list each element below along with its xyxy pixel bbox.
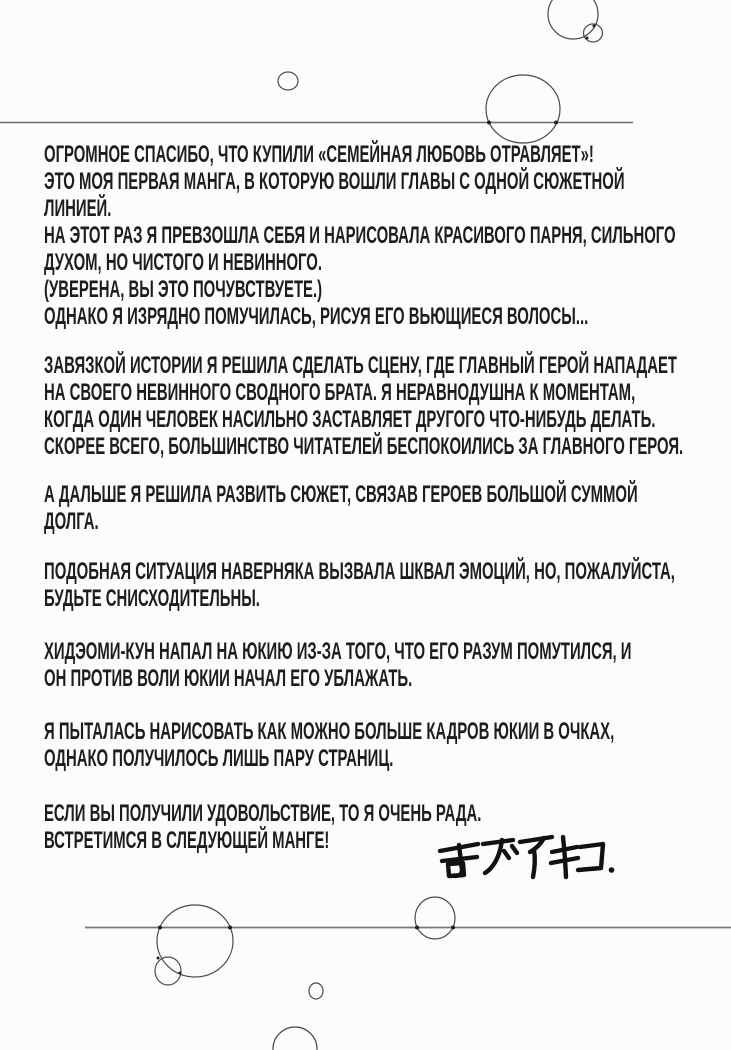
intersection-dot <box>586 37 589 40</box>
signature-stroke <box>533 850 535 877</box>
text-line: ДУХОМ, НО ЧИСТОГО И НЕВИННОГО. <box>44 249 322 276</box>
text-line: ОДНАКО Я ИЗРЯДНО ПОМУЧИЛАСЬ, РИСУЯ ЕГО ВЬЮЩИЕСЯ ВОЛОСЫ... <box>44 303 589 330</box>
text-line: ХИДЭОМИ-КУН НАПАЛ НА ЮКИЮ ИЗ-ЗА ТОГО, ЧТО ЕГО РАЗУМ ПОМУТИЛСЯ, И <box>44 638 632 665</box>
text-line: ЭТО МОЯ ПЕРВАЯ МАНГА, В КОТОРУЮ ВОШЛИ ГЛАВЫ С ОДНОЙ СЮЖЕТНОЙ <box>44 168 625 195</box>
signature-period <box>609 867 615 873</box>
intersection-dot <box>593 25 596 28</box>
circle-top-right-large <box>548 0 598 39</box>
paragraph <box>44 481 704 535</box>
signature-stroke <box>448 863 464 876</box>
intersection-dot <box>179 972 182 975</box>
text-line: ОН ПРОТИВ ВОЛИ ЮКИИ НАЧАЛ ЕГО УБЛАЖАТЬ. <box>44 665 413 692</box>
text-line: (УВЕРЕНА, ВЫ ЭТО ПОЧУВСТВУЕТЕ.) <box>44 276 323 303</box>
text-line: Я ПЫТАЛАСЬ НАРИСОВАТЬ КАК МОЖНО БОЛЬШЕ КАДРОВ ЮКИИ В ОЧКАХ, <box>44 718 615 745</box>
text-line: ОГРОМНОЕ СПАСИБО, ЧТО КУПИЛИ «СЕМЕЙНАЯ ЛЮБОВЬ ОТРАВЛЯЕТ»! <box>44 141 594 168</box>
circle-on-top-line-large <box>486 75 560 143</box>
text-line: ЕСЛИ ВЫ ПОЛУЧИЛИ УДОВОЛЬСТВИЕ, ТО Я ОЧЕНЬ РАДА. <box>44 800 482 827</box>
intersection-dot <box>451 926 455 930</box>
text-line: ЛИНИЕЙ. <box>44 195 112 222</box>
circle-on-bottom-line-medium <box>415 897 455 939</box>
intersection-dot <box>228 926 232 930</box>
intersection-dot <box>415 926 419 930</box>
intersection-dot <box>158 926 162 930</box>
paragraph <box>44 558 704 612</box>
intersection-dot <box>487 121 491 125</box>
text-line: КОГДА ОДИН ЧЕЛОВЕК НАСИЛЬНО ЗАСТАВЛЯЕТ ДРУГОГО ЧТО-НИБУДЬ ДЕЛАТЬ. <box>44 406 656 433</box>
text-line: А ДАЛЬШЕ Я РЕШИЛА РАЗВИТЬ СЮЖЕТ, СВЯЗАВ ГЕРОЕВ БОЛЬШОЙ СУММОЙ <box>44 481 638 508</box>
circle-bottom-tiny <box>309 983 323 999</box>
paragraph <box>44 638 704 692</box>
afterword-text <box>44 141 704 854</box>
paragraph <box>44 800 704 854</box>
text-line: ВСТРЕТИМСЯ В СЛЕДУЮЩЕЙ МАНГЕ! <box>44 827 330 854</box>
text-line: СКОРЕЕ ВСЕГО, БОЛЬШИНСТВО ЧИТАТЕЛЕЙ БЕСПОКОИЛИСЬ ЗА ГЛАВНОГО ГЕРОЯ. <box>44 433 684 460</box>
paragraph <box>44 352 704 460</box>
text-line: НА СВОЕГО НЕВИННОГО СВОДНОГО БРАТА. Я НЕРАВНОДУШНА К МОМЕНТАМ, <box>44 379 636 406</box>
text-line: ПОДОБНАЯ СИТУАЦИЯ НАВЕРНЯКА ВЫЗВАЛА ШКВАЛ ЭМОЦИЙ, НО, ПОЖАЛУЙСТА, <box>44 558 675 585</box>
text-line: ОДНАКО ПОЛУЧИЛОСЬ ЛИШЬ ПАРУ СТРАНИЦ. <box>44 745 394 772</box>
circle-bottom-left-small <box>155 957 181 985</box>
paragraph <box>44 141 704 330</box>
circle-on-bottom-line-large <box>157 905 233 977</box>
signature-stroke <box>551 858 578 863</box>
circle-top-mid-small <box>278 72 298 90</box>
intersection-dot <box>157 957 160 960</box>
paragraph <box>44 718 704 772</box>
circle-bottom-edge-cut <box>273 1027 317 1050</box>
text-line: ЗАВЯЗКОЙ ИСТОРИИ Я РЕШИЛА СДЕЛАТЬ СЦЕНУ, ГДЕ ГЛАВНЫЙ ГЕРОЙ НАПАДАЕТ <box>44 352 677 379</box>
text-line: НА ЭТОТ РАЗ Я ПРЕВЗОШЛА СЕБЯ И НАРИСОВАЛА КРАСИВОГО ПАРНЯ, СИЛЬНОГО <box>44 222 676 249</box>
intersection-dot <box>554 121 558 125</box>
text-line: ДОЛГА. <box>44 508 99 535</box>
text-line: БУДЬТЕ СНИСХОДИТЕЛЬНЫ. <box>44 585 260 612</box>
